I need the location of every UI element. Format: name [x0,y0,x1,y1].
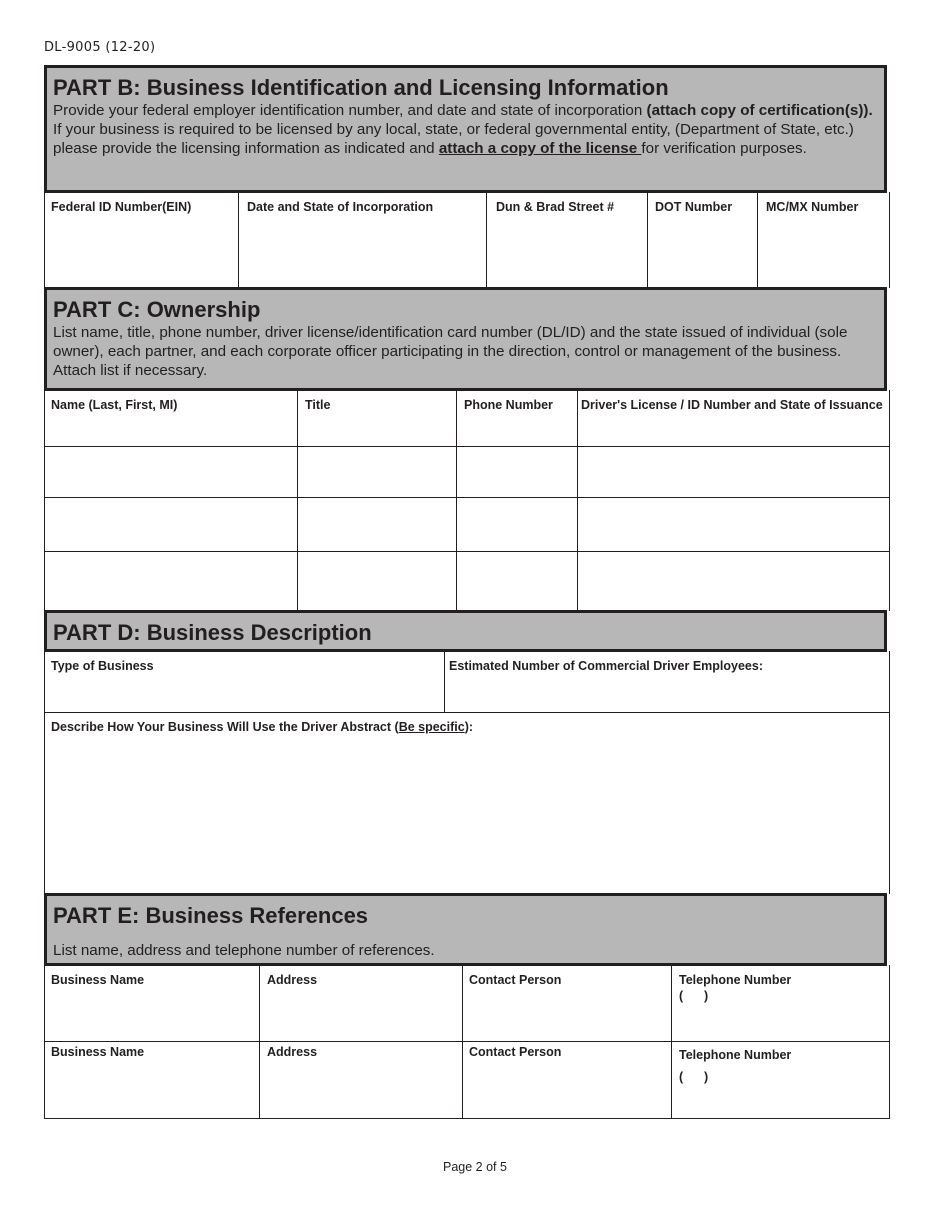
page-number: Page 2 of 5 [443,1160,507,1174]
ownership-col-title: Title [305,398,331,412]
reference-2-phone[interactable]: Telephone Number ( ) [679,1048,792,1084]
phone-parentheses: ( ) [679,989,709,1003]
divider [44,192,45,288]
reference-2-business-name[interactable]: Business Name [51,1045,145,1059]
part-c-instructions: List name, title, phone number, driver license/identification card number (DL/ID) and the state issued of individual (sole owner), each partner, and each corporate officer participating in the direction, control or management of the business. Attach list if necessary. [53,324,848,379]
divider [889,192,890,288]
divider [889,651,890,894]
reference-2-address[interactable]: Address [267,1045,318,1059]
divider [238,192,239,288]
divider [647,192,648,288]
part-b-title: PART B: Business Identification and Licensing Information [53,75,669,100]
phone-parentheses: ( ) [679,1070,709,1084]
part-e-header [44,893,887,966]
ownership-row-1-name[interactable] [45,447,296,497]
part-e-title: PART E: Business References [53,903,369,928]
part-d-header [44,610,887,652]
part-b-header [44,65,887,193]
part-b-instructions: Provide your federal employer identification number, and date and state of incorporation (attach copy of certification(s)). If your business is required to be licensed by any local, state, or federal governmental entity, (Department of State, etc.) please provide the licensing information as indicated and attach a copy of the license for verification purposes. [53,102,873,157]
ownership-col-license: Driver's License / ID Number and State of Issuance [581,398,883,412]
ownership-row-2-name[interactable] [45,498,296,551]
incorporation-field[interactable]: Date and State of Incorporation [247,200,434,214]
part-c-title: PART C: Ownership [53,297,261,322]
divider [486,192,487,288]
ownership-row-3-name[interactable] [45,552,296,610]
ownership-col-phone: Phone Number [464,398,553,412]
mc-mx-field[interactable]: MC/MX Number [766,200,859,214]
form-code: DL-9005 (12-20) [44,40,156,55]
divider [889,965,890,1119]
divider [456,390,457,611]
type-of-business-field[interactable]: Type of Business [51,659,154,673]
part-c-header [44,287,887,391]
row-divider [44,1118,890,1119]
driver-employees-field[interactable]: Estimated Number of Commercial Driver Employees: [449,659,763,673]
divider [297,390,298,611]
ownership-col-name: Name (Last, First, MI) [51,398,178,412]
part-e-instructions: List name, address and telephone number of references. [53,942,435,959]
reference-1-business-name[interactable]: Business Name [51,973,145,987]
divider [259,965,260,1119]
reference-1-address[interactable]: Address [267,973,318,987]
reference-1-contact[interactable]: Contact Person [469,973,562,987]
reference-2-contact[interactable]: Contact Person [469,1045,562,1059]
divider [444,651,445,713]
dun-brad-field[interactable]: Dun & Brad Street # [496,200,615,214]
divider [577,390,578,611]
divider [671,965,672,1119]
part-d-title: PART D: Business Description [53,620,372,645]
reference-1-phone[interactable]: Telephone Number ( ) [679,973,792,1003]
divider [757,192,758,288]
abstract-usage-field[interactable]: Describe How Your Business Will Use the Driver Abstract (Be specific): [51,720,474,734]
dot-number-field[interactable]: DOT Number [655,200,733,214]
ein-field[interactable]: Federal ID Number(EIN) [51,200,192,214]
divider [889,390,890,611]
